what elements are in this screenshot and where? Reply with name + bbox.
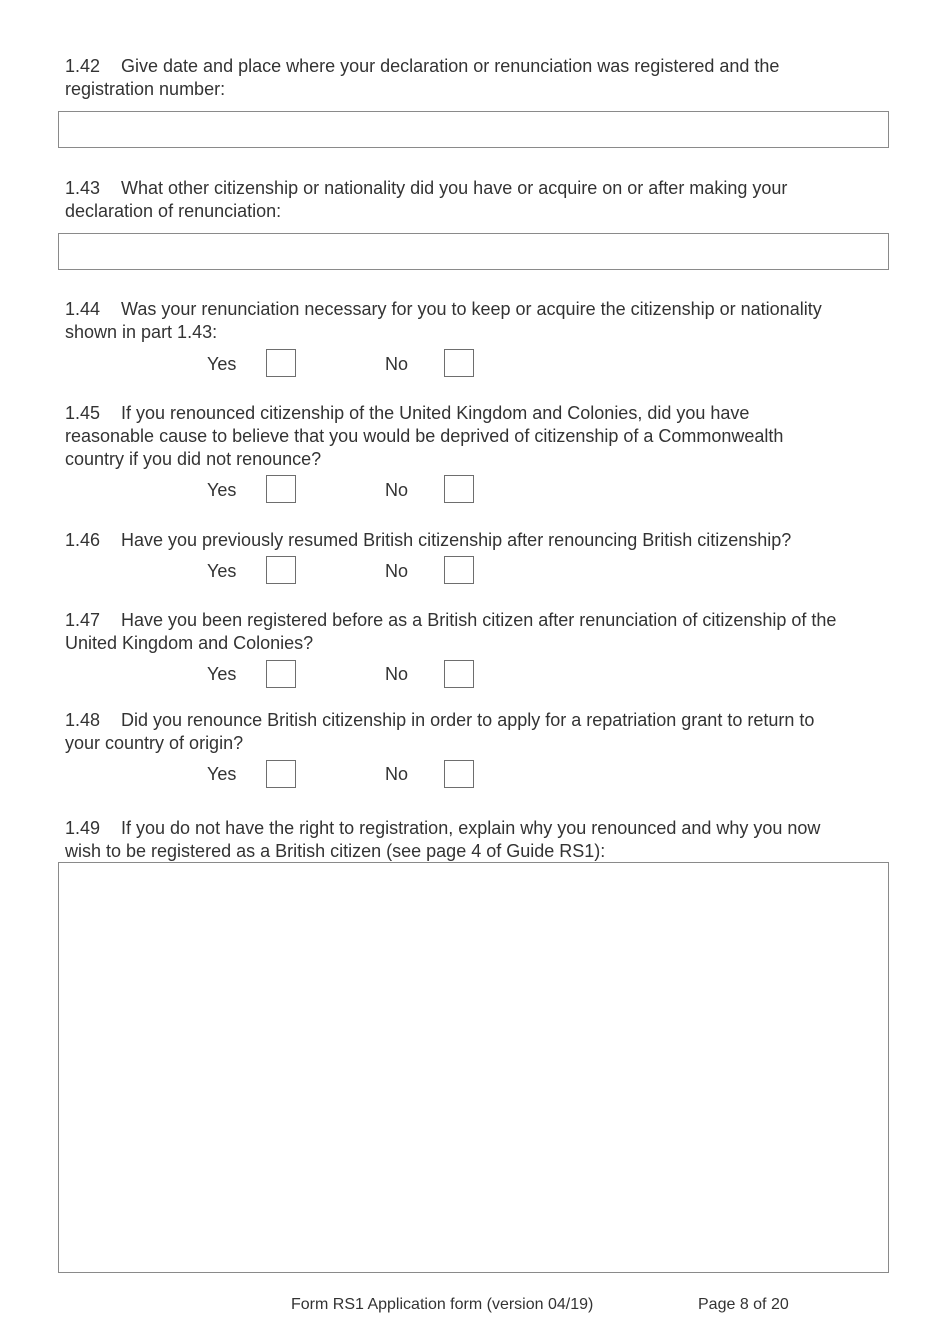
question-text: Give date and place where your declaration or renunciation was registered and the [121, 56, 780, 76]
question-1-42 [65, 55, 895, 101]
no-label: No [385, 561, 409, 581]
question-number: 1.43 [65, 178, 101, 198]
no-label: No [385, 354, 409, 374]
question-text-cont: wish to be registered as a British citizen (see page 4 of Guide RS1): [65, 841, 606, 861]
explanation-textarea[interactable] [58, 862, 889, 1273]
q1-44-yes-checkbox[interactable] [266, 349, 296, 377]
question-text-cont: shown in part 1.43: [65, 322, 218, 342]
no-label: No [385, 764, 409, 784]
question-text-cont: declaration of renunciation: [65, 201, 282, 221]
question-number: 1.44 [65, 299, 101, 319]
question-number: 1.46 [65, 530, 101, 550]
question-text: Was your renunciation necessary for you to keep or acquire the citizenship or nationality [121, 299, 822, 319]
question-text-cont: reasonable cause to believe that you would be deprived of citizenship of a Commonwealth [65, 426, 784, 446]
question-text: Have you previously resumed British citizenship after renouncing British citizenship? [121, 530, 792, 550]
question-text-cont: country if you did not renounce? [65, 449, 322, 469]
question-number: 1.45 [65, 403, 101, 423]
question-number: 1.42 [65, 56, 101, 76]
question-text-cont: your country of origin? [65, 733, 244, 753]
q1-48-yes-checkbox[interactable] [266, 760, 296, 788]
q1-47-no-checkbox[interactable] [444, 660, 474, 688]
question-1-44 [65, 298, 895, 344]
q1-46-no-checkbox[interactable] [444, 556, 474, 584]
q1-47-yes-checkbox[interactable] [266, 660, 296, 688]
no-label: No [385, 664, 409, 684]
question-1-46 [65, 529, 895, 552]
question-text: If you do not have the right to registration, explain why you renounced and why you now [121, 818, 821, 838]
q1-45-no-checkbox[interactable] [444, 475, 474, 503]
no-label: No [385, 480, 409, 500]
question-1-48 [65, 709, 895, 755]
question-number: 1.48 [65, 710, 101, 730]
question-1-49 [65, 817, 895, 863]
question-1-43 [65, 177, 895, 223]
question-text-cont: United Kingdom and Colonies? [65, 633, 314, 653]
question-text-cont: registration number: [65, 79, 226, 99]
q1-48-no-checkbox[interactable] [444, 760, 474, 788]
question-number: 1.47 [65, 610, 101, 630]
registration-details-field[interactable] [58, 111, 889, 148]
question-text: Have you been registered before as a British citizen after renunciation of citizenship of the [121, 610, 837, 630]
question-text: If you renounced citizenship of the United Kingdom and Colonies, did you have [121, 403, 750, 423]
q1-46-yes-checkbox[interactable] [266, 556, 296, 584]
q1-44-no-checkbox[interactable] [444, 349, 474, 377]
footer-form-name: Form RS1 Application form (version 04/19) [291, 1296, 594, 1313]
yes-label: Yes [207, 354, 237, 374]
yes-label: Yes [207, 764, 237, 784]
footer-page-number: Page 8 of 20 [698, 1296, 789, 1313]
yes-label: Yes [207, 480, 237, 500]
yes-label: Yes [207, 664, 237, 684]
yes-label: Yes [207, 561, 237, 581]
q1-45-yes-checkbox[interactable] [266, 475, 296, 503]
question-text: What other citizenship or nationality did you have or acquire on or after making your [121, 178, 788, 198]
question-text: Did you renounce British citizenship in order to apply for a repatriation grant to return to [121, 710, 815, 730]
question-number: 1.49 [65, 818, 101, 838]
other-citizenship-field[interactable] [58, 233, 889, 270]
question-1-47 [65, 609, 895, 655]
question-1-45 [65, 402, 895, 471]
